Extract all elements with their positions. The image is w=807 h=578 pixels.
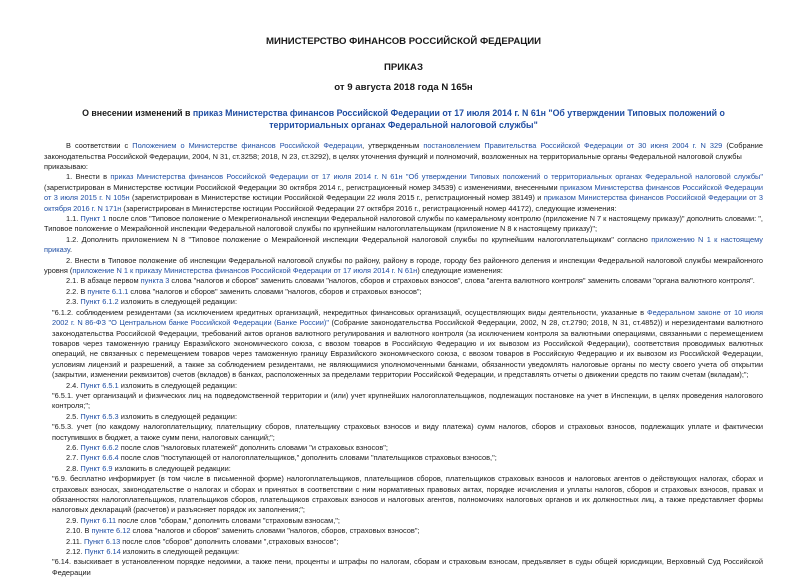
quote-6-1-2: "6.1.2. соблюдением резидентами (за исключением кредитных организаций, некредитных финансовых организаций, осуществляющих виды деятельности, указанные в Федеральном законе от 10 июля 2002 г. N 86-ФЗ "О Центральном банке Российской Федерации (Банке России)" (Собрание законодательства Российской Федерации, 2002, N 28, ст.2790; 2018, N 31, ст.4852)) и нерезидентами валютного законодательства Российской Федерации, требований актов органов валютного регулирования и валютного контроля (за исключением контроля за валютными операциями, связанными с перемещением товаров через таможенную границу Евразийского экономического союза, с ввозом товаров в Российскую Федерацию и их вывозом из Российской Федерации), соответствия проводимых валютных операций, не связанных с перемещением товаров через таможенную границу Евразийского экономического союза, с ввозом товаров в Российскую Федерацию и их вывозом из Российской Федерации, условиям лицензий и разрешений, а также за соблюдением резидентами, не являющимися уполномоченными банками, обязанности уведомлять налоговые органы по месту своего учета об открытии (закрытии, изменении реквизитов) счетов (вкладов) в банках, расположенных за пределами территории Российской Федерации, и представлять отчеты о движении средств по таким счетам (вкладам);"; (52, 307, 763, 380)
point-6-14-link[interactable]: Пункт 6.14 (84, 547, 121, 557)
item-2-2: 2.2. В пункте 6.1.1 слова "налогов и сборов" заменить словами "налогов, сборов и страховых взносов"; (66, 286, 422, 296)
item-2: 2. Внести в Типовое положение об инспекции Федеральной налоговой службы по району, району в городе, городу без районного деления и инспекции Федеральной налоговой службы межрайонного уровня (приложение N 1 к приказу Министерства финансов Российской Федерации от 17 июля 2014 г. N 61н) следующие изменения: (44, 255, 763, 276)
order-105n-link[interactable]: приказом Министерства финансов Российской Федерации от 3 июля 2015 г. N 105н (44, 182, 764, 203)
item-2-8: 2.8. Пункт 6.9 изложить в следующей редакции: (66, 463, 231, 473)
item-2-10: 2.10. В пункте 6.12 слова "налогов и сборов" заменить словами "налогов, сборов, страховых взносов"; (66, 526, 420, 536)
title-order-link[interactable]: приказ Министерства финансов Российской Федерации от 17 июля 2014 г. N 61н "Об утверждении Типовых положений о территориальных органах Федеральной налоговой службы" (192, 108, 725, 130)
point-6-1-2-link[interactable]: Пункт 6.1.2 (80, 297, 119, 307)
government-resolution-link[interactable]: постановлением Правительства Российской Федерации от 30 июня 2004 г. N 329 (423, 141, 723, 151)
order-61n-link[interactable]: приказ Министерства финансов Российской Федерации от 17 июля 2014 г. N 61н "Об утверждении Типовых положений о территориальных органах Федеральной налоговой службы" (110, 172, 763, 182)
point-6-6-4-link[interactable]: Пункт 6.6.4 (80, 453, 119, 463)
point-6-5-1-link[interactable]: Пункт 6.5.1 (80, 380, 119, 390)
quote-6-5-1: "6.5.1. учет организаций и физических лиц на подведомственной территории и (или) учет крупнейших налогоплательщиков, подлежащих постановке на учет в Инспекции, в целях проведения налогового контроля;"; (52, 390, 763, 411)
quote-6-9: "6.9. бесплатно информирует (в том числе в письменной форме) налогоплательщиков, плательщиков сборов, плательщиков страховых взносов и налоговых агентов о действующих налогах, сборах и страховых взносах, законодательстве о налогах и сборах и принятых в соответствии с ним нормативных правовых актах, порядке исчисления и уплаты налогов, сборов и страховых взносов, правах и обязанностях налогоплательщиков, плательщиков сборов, плательщиков страховых взносов и налоговых агентов, полномочиях налоговых органов и их должностных лиц, а также представляет формы налоговых деклараций (расчетов) и разъясняет порядок их заполнения;"; (52, 474, 763, 515)
quote-6-14: "6.14. взыскивает в установленном порядке недоимки, а также пени, проценты и штрафы по налогам, сборам и страховым взносам, предъявляет в суды общей юрисдикции, Верховный Суд Российской Федерации (52, 557, 763, 577)
point-6-6-2-link[interactable]: Пункт 6.6.2 (80, 442, 119, 452)
item-2-1: 2.1. В абзаце первом пункта 3 слова "налогов и сборов" заменить словами "налогов, сборов и страховых взносов", слова "агента валютного контроля" заменить словами "органа валютного контроля". (66, 276, 755, 286)
item-2-3: 2.3. Пункт 6.1.2 изложить в следующей редакции: (66, 297, 237, 307)
preamble-paragraph: В соответствии с Положением о Министерстве финансов Российской Федерации, утвержденным постановлением Правительства Российской Федерации от 30 июня 2004 г. N 329 (Собрание законодательства Российской Федерации, 2004, N 31, ст.3258; 2018, N 23, ст.3292), в целях уточнения функций и полномочий, возложенных на территориальные органы Федеральной налоговой службы (44, 141, 764, 161)
document-title: О внесении изменений в приказ Министерства финансов Российской Федерации от 17 июля 2014 г. N 61н "Об утверждении Типовых положений о территориальных органах Федеральной налоговой службы" (82, 108, 725, 130)
point-1-link[interactable]: Пункт 1 (80, 214, 107, 224)
document-date: от 9 августа 2018 года N 165н (334, 82, 473, 93)
central-bank-law-link[interactable]: Федеральном законе от 10 июля 2002 г. N 86-ФЗ "О Центральном банке Российской Федерации (Банке России)" (52, 307, 763, 328)
regulation-link[interactable]: Положением о Министерстве финансов Российской Федерации (132, 141, 363, 151)
item-2-5: 2.5. Пункт 6.5.3 изложить в следующей редакции: (66, 411, 237, 421)
appendix-order-61n-link[interactable]: приложение N 1 к приказу Министерства финансов Российской Федерации от 17 июля 2014 г. N 61н (72, 266, 418, 276)
order-171n-link[interactable]: приказом Министерства финансов Российской Федерации от 3 октября 2016 г. N 171н (44, 193, 764, 213)
item-2-11: 2.11. Пункт 6.13 после слов "сборов" дополнить словами ",страховых взносов"; (66, 536, 339, 546)
appendix-1-link[interactable]: приложению N 1 к настоящему приказу (44, 234, 763, 255)
point-6-11-link[interactable]: Пункт 6.11 (80, 515, 117, 525)
order-verb: приказываю: (44, 162, 88, 171)
point-6-5-3-link[interactable]: Пункт 6.5.3 (80, 411, 119, 421)
quote-6-5-3: "6.5.3. учет (по каждому налогоплательщику, плательщику сборов, плательщику страховых взносов и виду платежа) сумм налогов, сборов и страховых взносов, подлежащих уплате и фактически поступивших в бюджет, а также сумм пени, налоговых санкций;"; (52, 422, 763, 442)
item-1-1: 1.1. Пункт 1 после слов "Типовое положение о Межрегиональной инспекции Федеральной налоговой службы по камеральному контролю (приложение N 7 к настоящему приказу)" дополнить словами: ", Типовое положение о Межрайонной инспекции Федеральной налоговой службы по крупнейшим налогоплательщикам (приложение N 8 к настоящему приказу)"; (44, 214, 763, 234)
item-1-2: 1.2. Дополнить приложением N 8 "Типовое положение о Межрайонной инспекции Федеральной налоговой службы по крупнейшим налогоплательщикам" согласно приложению N 1 к настоящему приказу. (44, 234, 763, 255)
point-3-link[interactable]: пункта 3 (140, 276, 170, 286)
item-1: 1. Внести в приказ Министерства финансов Российской Федерации от 17 июля 2014 г. N 61н "Об утверждении Типовых положений о территориальных органах Федеральной налоговой службы" (зарегистрирован в Министерстве юстиции Российской Федерации 30 октября 2014 г., регистрационный номер 34539) с изменениями, внесенными приказом Министерства финансов Российской Федерации от 3 июля 2015 г. N 105н (зарегистрирован в Министерстве юстиции Российской Федерации 22 июля 2015 г., регистрационный номер 38149) и приказом Министерства финансов Российской Федерации от 3 октября 2016 г. N 171н (зарегистрирован в Министерстве юстиции Российской Федерации 27 октября 2016 г., регистрационный номер 44172), следующие изменения: (44, 172, 764, 213)
item-2-9: 2.9. Пункт 6.11 после слов "сборам," дополнить словами "страховым взносам,"; (66, 515, 340, 525)
item-2-7: 2.7. Пункт 6.6.4 после слов "поступающей от налогоплательщиков," дополнить словами "плательщиков страховых взносов,"; (66, 453, 497, 463)
ministry-heading: МИНИСТЕРСТВО ФИНАНСОВ РОССИЙСКОЙ ФЕДЕРАЦИИ (265, 36, 542, 47)
item-2-4: 2.4. Пункт 6.5.1 изложить в следующей редакции: (66, 380, 237, 390)
point-6-1-1-link[interactable]: пункте 6.1.1 (87, 286, 129, 296)
item-2-6: 2.6. Пункт 6.6.2 после слов "налоговых платежей" дополнить словами "и страховых взносов"; (66, 442, 388, 452)
item-2-12: 2.12. Пункт 6.14 изложить в следующей редакции: (66, 547, 240, 557)
point-6-12-link[interactable]: пункте 6.12 (91, 526, 131, 536)
document-type-heading: ПРИКАЗ (384, 62, 423, 73)
point-6-13-link[interactable]: Пункт 6.13 (83, 536, 121, 546)
point-6-9-link[interactable]: Пункт 6.9 (80, 463, 113, 473)
